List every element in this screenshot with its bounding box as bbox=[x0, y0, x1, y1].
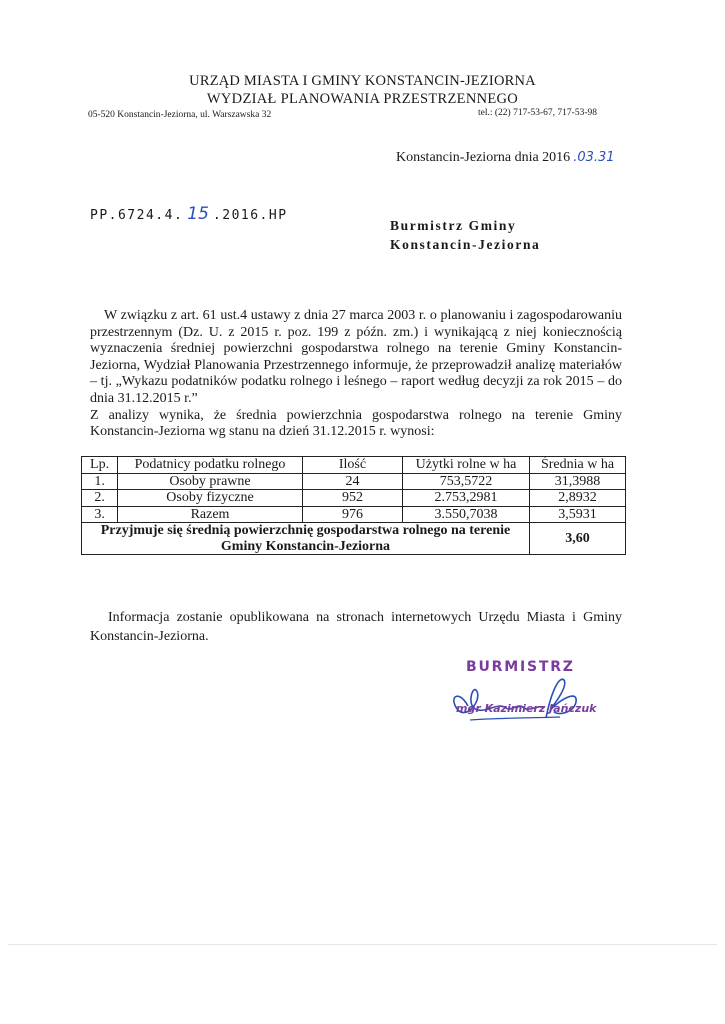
cell-area: 2.753,2981 bbox=[403, 490, 530, 507]
office-name: URZĄD MIASTA I GMINY KONSTANCIN-JEZIORNA bbox=[189, 73, 536, 89]
office-phone: tel.: (22) 717-53-67, 717-53-98 bbox=[478, 108, 597, 118]
cell-count: 976 bbox=[302, 506, 402, 523]
table-summary-row bbox=[82, 523, 626, 555]
table-row bbox=[82, 473, 626, 490]
reference-handwritten: 15 bbox=[187, 204, 209, 224]
table-row bbox=[82, 490, 626, 507]
header-lp: Lp. bbox=[82, 457, 118, 474]
cell-name: Osoby fizyczne bbox=[118, 490, 303, 507]
table-header-row bbox=[82, 457, 626, 474]
cell-avg: 3,5931 bbox=[529, 506, 625, 523]
date-printed: Konstancin-Jeziorna dnia 2016 bbox=[396, 150, 571, 165]
cell-lp: 2. bbox=[82, 490, 118, 507]
place-and-date bbox=[396, 150, 615, 166]
cell-avg: 2,8932 bbox=[529, 490, 625, 507]
reference-prefix: PP.6724.4. bbox=[90, 208, 184, 223]
addressee-line2: Konstancin-Jeziorna bbox=[390, 237, 541, 252]
reference-suffix: .2016.HP bbox=[212, 208, 288, 223]
publication-info: Informacja zostanie opublikowana na stronach internetowych Urzędu Miasta i Gminy Konstancin-Jeziorna. bbox=[90, 610, 622, 644]
header-name: Podatnicy podatku rolnego bbox=[118, 457, 303, 474]
cell-name: Osoby prawne bbox=[118, 473, 303, 490]
body-paragraph-1: W związku z art. 61 ust.4 ustawy z dnia 27 marca 2003 r. o planowaniu i zagospodarowaniu przestrzennym (Dz. U. z 2015 r. poz. 199 z późn. zm.) i wynikającą z niej koniecznością wyznaczenia średniej powierzchni gospodarstwa rolnego na terenie Gminy Konstancin-Jeziorna, Wydział Planowania Przestrzennego informuje, że przeprowadził analizę materiałów – tj. „Wykazu podatników podatku rolnego i leśnego – raport według decyzji za rok 2015 – do dnia 31.12.2015 r.” bbox=[90, 308, 622, 406]
header-area: Użytki rolne w ha bbox=[403, 457, 530, 474]
header-avg: Średnia w ha bbox=[529, 457, 625, 474]
header-count: Ilość bbox=[302, 457, 402, 474]
department-name: WYDZIAŁ PLANOWANIA PRZESTRZENNEGO bbox=[206, 91, 519, 107]
stamp-title: BURMISTRZ bbox=[466, 659, 575, 675]
cell-lp: 1. bbox=[82, 473, 118, 490]
page-edge-divider bbox=[8, 944, 717, 945]
signature-icon bbox=[428, 668, 618, 728]
cell-area: 753,5722 bbox=[403, 473, 530, 490]
cell-avg: 31,3988 bbox=[529, 473, 625, 490]
summary-value: 3,60 bbox=[529, 523, 625, 555]
table-row bbox=[82, 506, 626, 523]
cell-lp: 3. bbox=[82, 506, 118, 523]
addressee-line1: Burmistrz Gminy bbox=[390, 218, 517, 233]
cell-count: 952 bbox=[302, 490, 402, 507]
stamp-name: mgr Kazimierz Jańczuk bbox=[456, 702, 597, 715]
office-address: 05-520 Konstancin-Jeziorna, ul. Warszawska 32 bbox=[88, 110, 272, 120]
reference-number bbox=[90, 204, 288, 224]
date-handwritten: .03.31 bbox=[573, 150, 615, 165]
cell-name: Razem bbox=[118, 506, 303, 523]
summary-label: Przyjmuje się średnią powierzchnię gospodarstwa rolnego na terenie Gminy Konstancin-Jeziorna bbox=[82, 523, 530, 555]
addressee bbox=[390, 216, 540, 254]
cell-count: 24 bbox=[302, 473, 402, 490]
body-paragraph-2: Z analizy wynika, że średnia powierzchnia gospodarstwa rolnego na terenie Gminy Konstancin-Jeziorna wg stanu na dzień 31.12.2015 r. wynosi: bbox=[90, 407, 622, 440]
letter-body bbox=[90, 308, 622, 441]
cell-area: 3.550,7038 bbox=[403, 506, 530, 523]
farm-area-table bbox=[81, 456, 626, 555]
